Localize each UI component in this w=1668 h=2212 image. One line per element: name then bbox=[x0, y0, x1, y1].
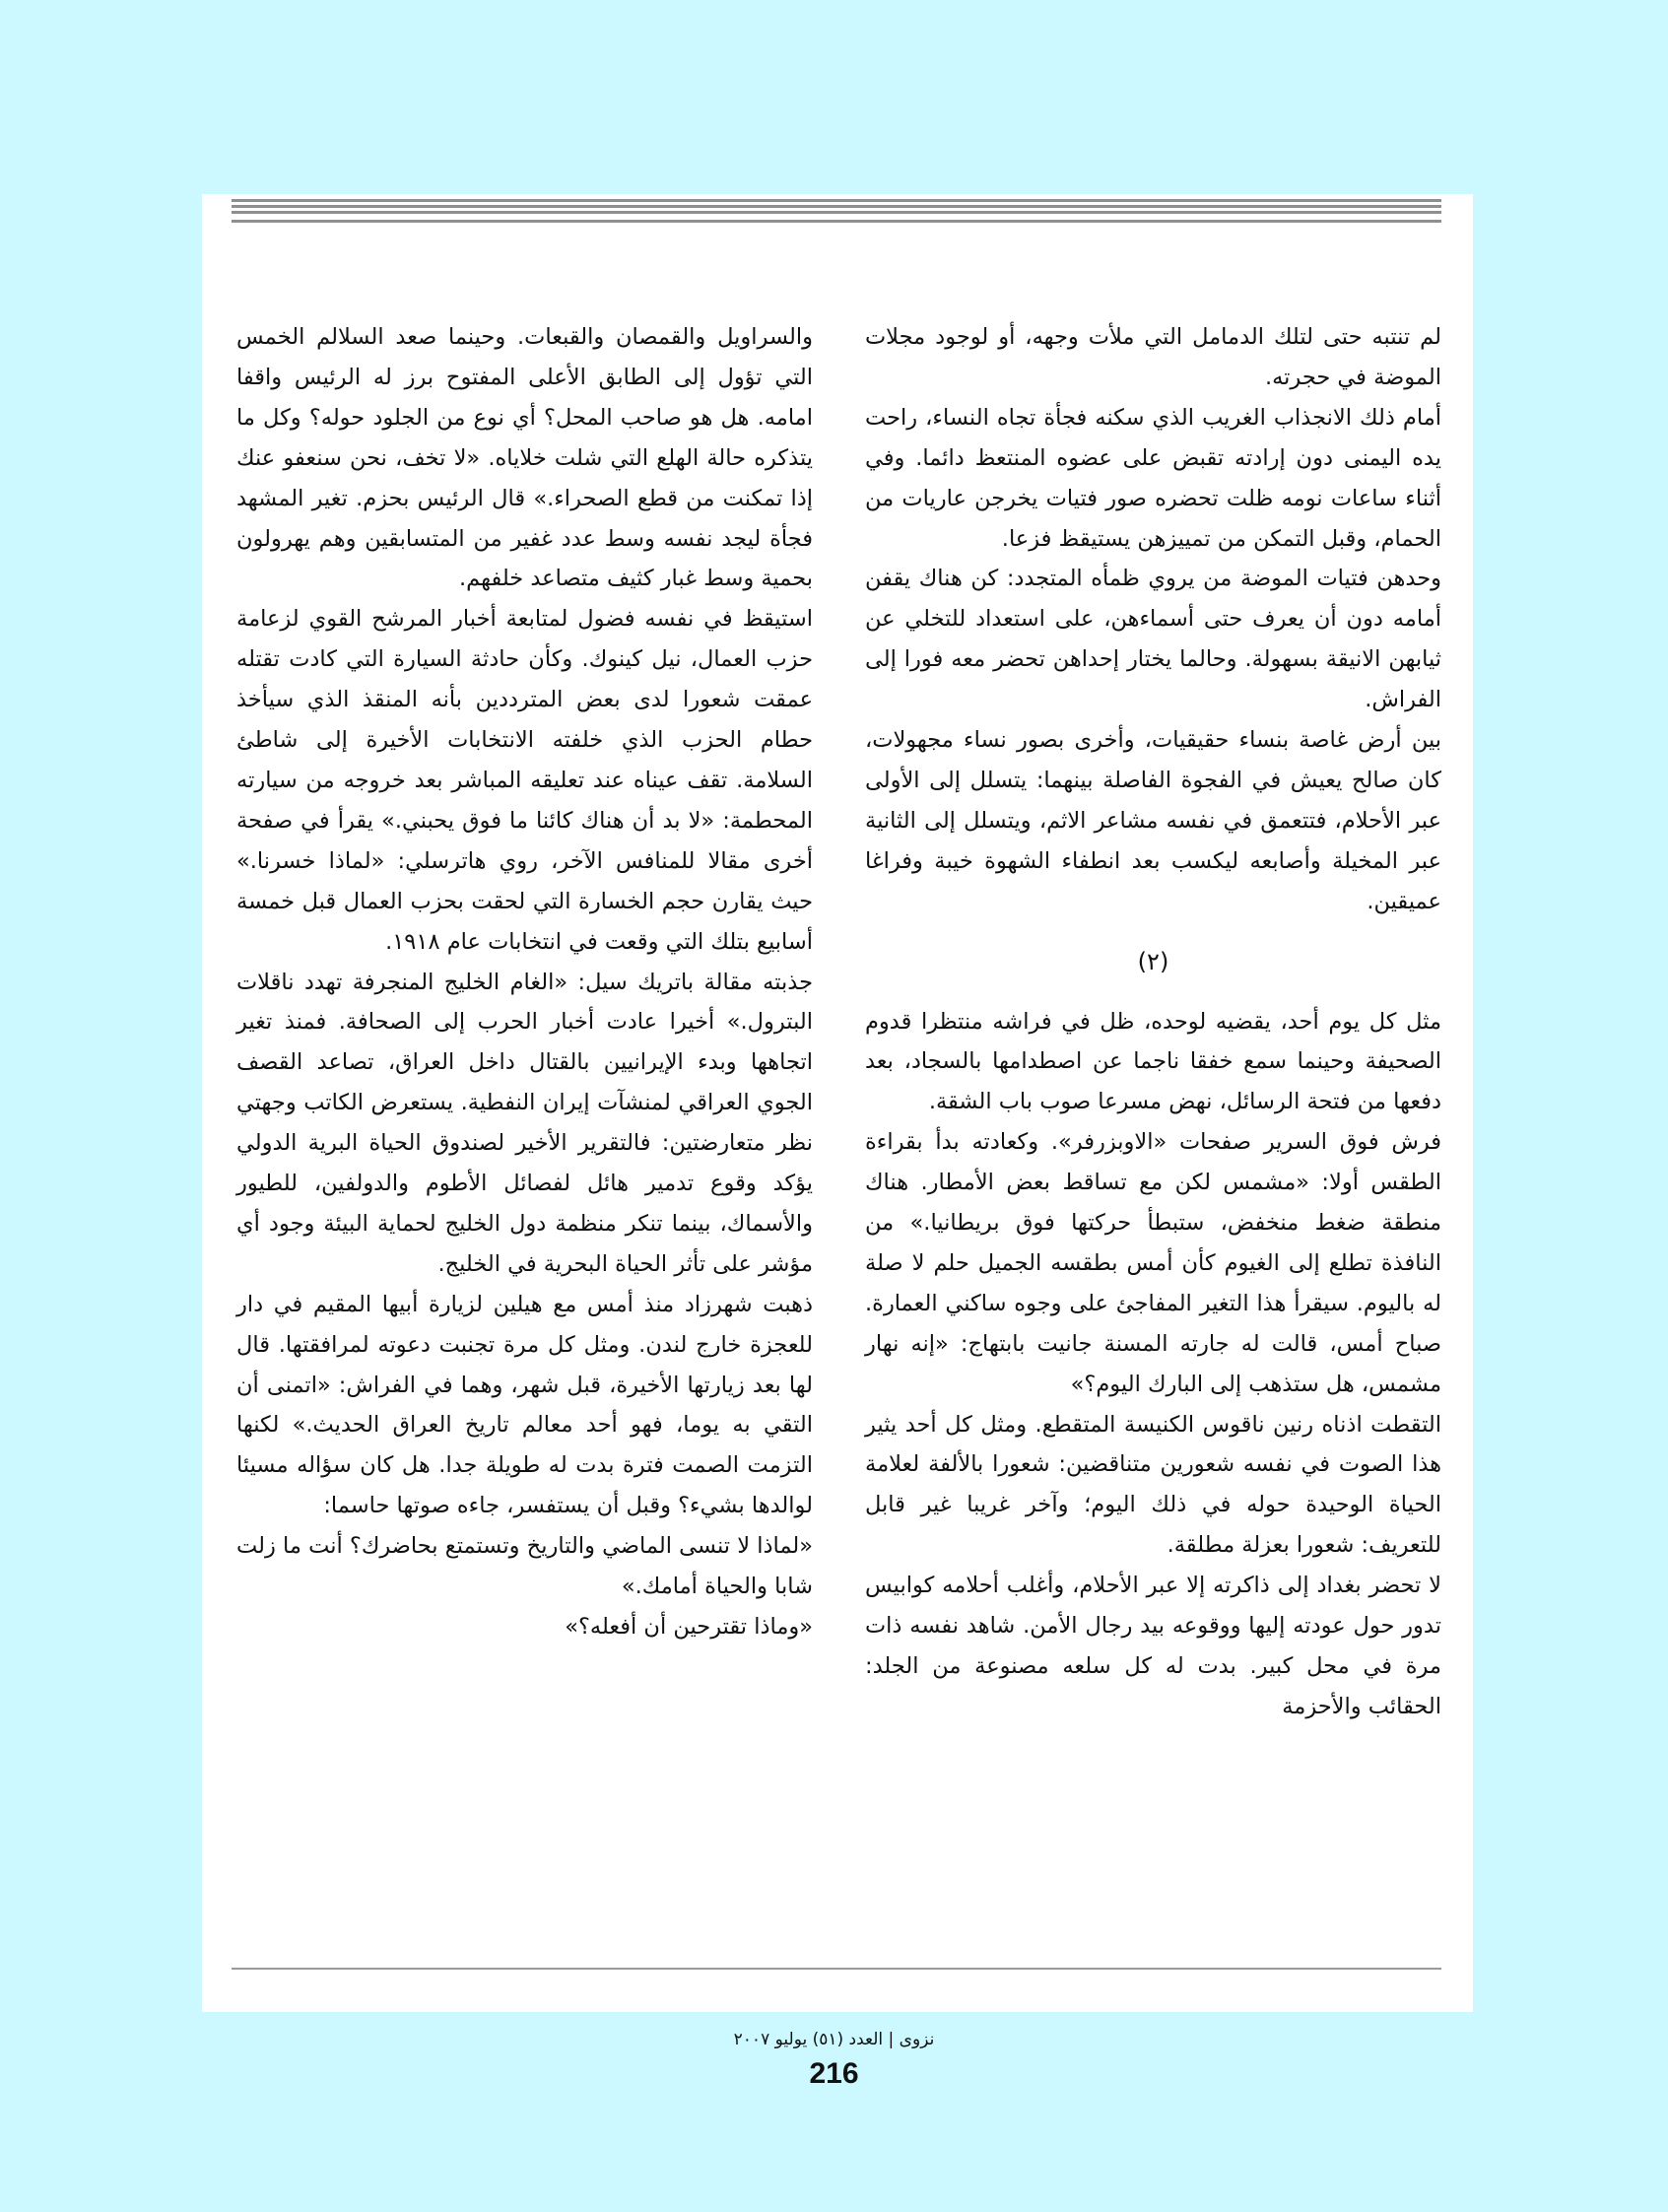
footer-rule bbox=[232, 1968, 1441, 1970]
paragraph: «وماذا تقترحين أن أفعله؟» bbox=[565, 1614, 813, 1640]
journal-info: نزوى | العدد (٥١) يوليو ٢٠٠٧ bbox=[733, 2030, 935, 2049]
paragraph: استيقظ في نفسه فضول لمتابعة أخبار المرشح القوي لزعامة حزب العمال، نيل كينوك. وكأن حادثة السيارة التي كادت تقتله عمقت شعورا لدى بعض المترددين بأنه المنقذ الذي سيأخذ حطام الحزب الذي خلفته الانتخابات الأخيرة إلى شاطئ السلامة. تقف عيناه عند تعليقه المباشر بعد خروجه من سيارته المحطمة: «لا بد أن هناك كائنا ما فوق يحبني.» يقرأ في صفحة أخرى مقالا للمنافس الآخر، روي هاترسلي: «لماذا خسرنا.» حيث يقارن حجم الخسارة التي لحقت بحزب العمال قبل خمسة أسابيع بتلك التي وقعت في انتخابات عام ١٩١٨. bbox=[236, 606, 813, 955]
paragraph: ذهبت شهرزاد منذ أمس مع هيلين لزيارة أبيها المقيم في دار للعجزة خارج لندن. ومثل كل مرة تجنبت دعوته لمرافقتها. قال لها بعد زيارتها الأخيرة، قبل شهر، وهما في الفراش: «اتمنى أن التقي به يوما، فهو أحد معالم تاريخ العراق الحديث.» لكنها التزمت الصمت فترة بدت له طويلة جدا. هل كان سؤاله مسيئا لوالدها بشيء؟ وقبل أن يستفسر، جاءه صوتها حاسما: bbox=[236, 1291, 813, 1519]
paragraph: بين أرض غاصة بنساء حقيقيات، وأخرى بصور نساء مجهولات، كان صالح يعيش في الفجوة الفاصلة بينهما: يتسلل إلى الأولى عبر الأحلام، فتتعمق في نفسه مشاعر الاثم، ويتسلل إلى الثانية عبر المخيلة وأصابعه ليكسب بعد انطفاء الشهوة خيبة وفراغا عميقين. bbox=[865, 727, 1441, 914]
paragraph: التقطت اذناه رنين ناقوس الكنيسة المتقطع. ومثل كل أحد يثير هذا الصوت في نفسه شعورين متناقضين: شعورا بالألفة لعلامة الحياة الوحيدة حوله في ذلك اليوم؛ وآخر غريبا غير قابل للتعريف: شعورا بعزلة مطلقة. bbox=[865, 1411, 1441, 1559]
section-number: (٢) bbox=[1137, 947, 1169, 975]
paragraph: جذبته مقالة باتريك سيل: «الغام الخليج المنجرفة تهدد ناقلات البترول.» أخيرا عادت أخبار الحرب إلى الصحافة. فمنذ تغير اتجاهها وبدء الإيرانيين بالقتال داخل العراق، تصاعد القصف الجوي العراقي لمنشآت إيران النفطية. يستعرض الكاتب وجهتي نظر متعارضتين: فالتقرير الأخير لصندوق الحياة البرية الدولي يؤكد وقوع تدمير هائل لفصائل الأطوم والدولفين، للطيور والأسماك، بينما تنكر منظمة دول الخليج لحماية البيئة وجود أي مؤشر على تأثر الحياة البحرية في الخليج. bbox=[236, 969, 813, 1277]
paragraph: لم تنتبه حتى لتلك الدمامل التي ملأت وجهه، أو لوجود مجلات الموضة في حجرته. bbox=[865, 324, 1441, 390]
right-column bbox=[865, 317, 1441, 1727]
paragraph: أمام ذلك الانجذاب الغريب الذي سكنه فجأة تجاه النساء، راحت يده اليمنى دون إرادته تقبض على عضوه المنتعظ دائما. وفي أثناء ساعات نومه ظلت تحضره صور فتيات يخرجن عاريات من الحمام، وقبل التمكن من تمييزهن يستيقظ فزعا. bbox=[865, 404, 1441, 552]
page-number: 216 bbox=[809, 2057, 859, 2090]
paragraph: فرش فوق السرير صفحات «الاوبزرفر». وكعادته بدأ بقراءة الطقس أولا: «مشمس لكن مع تساقط بعض الأمطار. هناك منطقة ضغط منخفض، ستبطأ حركتها فوق بريطانيا.» من النافذة تطلع إلى الغيوم كأن أمس بطقسه الجميل حلم لا صلة له باليوم. سيقرأ هذا التغير المفاجئ على وجوه ساكني العمارة. صباح أمس، قالت له جارته المسنة جانيت بابتهاج: «إنه نهار مشمس، هل ستذهب إلى البارك اليوم؟» bbox=[865, 1129, 1441, 1397]
paragraph: وحدهن فتيات الموضة من يروي ظمأه المتجدد: كن هناك يقفن أمامه دون أن يعرف حتى أسماءهن، على استعداد للتخلي عن ثيابهن الانيقة بسهولة. وحالما يختار إحداهن تحضر معه فورا إلى الفراش. bbox=[865, 566, 1441, 713]
paragraph: لا تحضر بغداد إلى ذاكرته إلا عبر الأحلام، وأغلب أحلامه كوابيس تدور حول عودته إليها ووقوعه بيد رجال الأمن. شاهد نفسه ذات مرة في محل كبير. بدت له كل سلعه مصنوعة من الجلد: الحقائب والأحزمة bbox=[865, 1573, 1441, 1719]
paragraph: «لماذا لا تنسى الماضي والتاريخ وتستمتع بحاضرك؟ أنت ما زلت شابا والحياة أمامك.» bbox=[236, 1533, 813, 1600]
left-column bbox=[236, 317, 813, 1647]
paragraph: والسراويل والقمصان والقبعات. وحينما صعد السلالم الخمس التي تؤول إلى الطابق الأعلى المفتوح برز له الرئيس واقفا امامه. هل هو صاحب المحل؟ أي نوع من الجلود حوله؟ وكل ما يتذكره حالة الهلع التي شلت خلاياه. «لا تخف، نحن سنعفو عنك إذا تمكنت من قطع الصحراء.» قال الرئيس بحزم. تغير المشهد فجأة ليجد نفسه وسط عدد غفير من المتسابقين وهم يهرولون بحمية وسط غبار كثيف متصاعد خلفهم. bbox=[236, 324, 813, 592]
paragraph: مثل كل يوم أحد، يقضيه لوحده، ظل في فراشه منتظرا قدوم الصحيفة وحينما سمع خفقا ناجما عن اصطدامها بالسجاد، بعد دفعها من فتحة الرسائل، نهض مسرعا صوب باب الشقة. bbox=[865, 1008, 1441, 1115]
magazine-page bbox=[202, 194, 1473, 2012]
header-rule bbox=[232, 199, 1441, 223]
